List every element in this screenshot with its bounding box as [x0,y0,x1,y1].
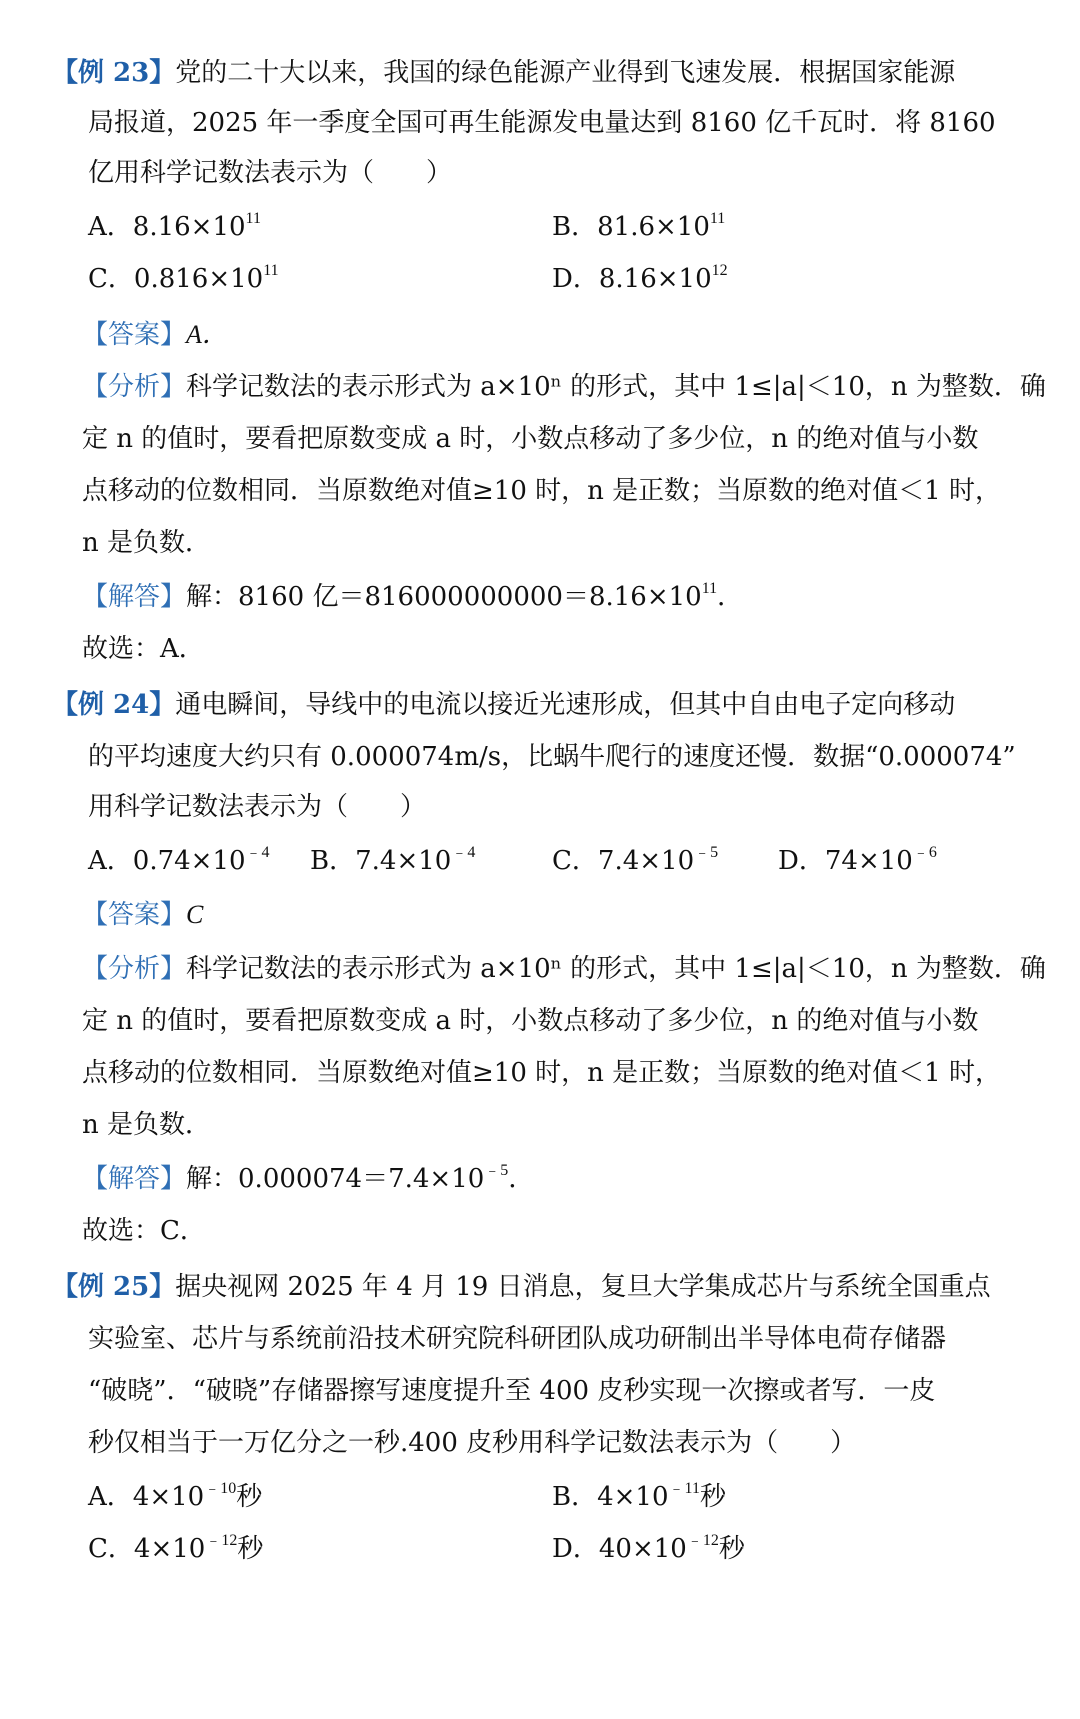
example-24-option-a: A．$0.74\times 10^{﹣4}$ [88,844,270,876]
example-25-question-line-3: “破晓”．“破晓”存储器擦写速度提升至 400 皮秒实现一次擦或者写．一皮 [88,1376,936,1406]
example-23-option-b: B．$81.6\times 10^{11}$ [552,210,726,242]
example-23-option-c: C．$0.816\times 10^{11}$ [88,262,279,294]
example-24-question-line-2: 的平均速度大约只有 0.000074m/s，比蜗牛爬行的速度还慢．数据“0.000074” [88,742,1016,772]
example-24-option-d: D．$74\times 10^{﹣6}$ [778,844,937,876]
example-25-question-line-1: 【例 25】据央视网 2025 年 4 月 19 日消息，复旦大学集成芯片与系统全国重点 [52,1272,991,1302]
example-23-solution: 【解答】解：8160 亿$=816000000000=8.16\times 10^{11}$． [82,580,744,612]
example-24-choose: 故选：C． [82,1216,206,1246]
example-23-choose: 故选：A． [82,634,205,664]
example-24-analysis-line-3: 点移动的位数相同．当原数绝对值≥10 时，n 是正数；当原数的绝对值＜1 时， [82,1058,1001,1088]
example-23-option-d: D．$8.16\times 10^{12}$ [552,262,728,294]
example-25-option-b: B．$4\times 10^{﹣11}$秒 [552,1480,726,1512]
example-24-option-b: B．$7.4\times 10^{﹣4}$ [310,844,476,876]
example-25-option-a: A．$4\times 10^{﹣10}$秒 [88,1480,263,1512]
example-25-option-c: C．$4\times 10^{﹣12}$秒 [88,1532,264,1564]
example-24-analysis-line-2: 定 n 的值时，要看把原数变成 a 时，小数点移动了多少位，n 的绝对值与小数 [82,1006,979,1036]
example-25-option-d: D．$40\times 10^{﹣12}$秒 [552,1532,745,1564]
example-23-question-line-2: 局报道，2025 年一季度全国可再生能源发电量达到 8160 亿千瓦时．将 8160 [88,108,996,138]
example-23-analysis-line-2: 定 n 的值时，要看把原数变成 a 时，小数点移动了多少位，n 的绝对值与小数 [82,424,979,454]
example-23-analysis-line-4: n 是负数． [82,528,212,558]
example-24-analysis-line-1: 【分析】科学记数法的表示形式为 a×10ⁿ 的形式，其中 1≤|a|＜10，n 为整数．确 [82,954,1046,984]
example-25-question-line-4: 秒仅相当于一万亿分之一秒.400 皮秒用科学记数法表示为（ ） [88,1428,857,1458]
example-23-analysis-line-1: 【分析】科学记数法的表示形式为 a×10ⁿ 的形式，其中 1≤|a|＜10，n 为整数．确 [82,372,1046,402]
example-24-question-line-1: 【例 24】通电瞬间，导线中的电流以接近光速形成，但其中自由电子定向移动 [52,690,956,720]
example-24-option-c: C．$7.4\times 10^{﹣5}$ [552,844,719,876]
example-24-answer: 【答案】C [82,900,204,930]
example-24-question-line-3: 用科学记数法表示为（ ） [88,792,427,822]
example-label: 【例 23】 [52,58,176,88]
example-23-question-line-1: 【例 23】党的二十大以来，我国的绿色能源产业得到飞速发展．根据国家能源 [52,58,956,88]
example-23-option-a: A．$8.16\times 10^{11}$ [88,210,261,242]
example-label: 【例 25】 [52,1272,176,1302]
example-24-solution: 【解答】解：$0.000074=7.4\times 10^{﹣5}$． [82,1162,535,1194]
example-label: 【例 24】 [52,690,176,720]
example-25-question-line-2: 实验室、芯片与系统前沿技术研究院科研团队成功研制出半导体电荷存储器 [88,1324,947,1354]
example-24-analysis-line-4: n 是负数． [82,1110,212,1140]
example-23-answer: 【答案】A． [82,320,228,350]
example-23-question-line-3: 亿用科学记数法表示为（ ） [88,158,453,188]
example-23-analysis-line-3: 点移动的位数相同．当原数绝对值≥10 时，n 是正数；当原数的绝对值＜1 时， [82,476,1001,506]
